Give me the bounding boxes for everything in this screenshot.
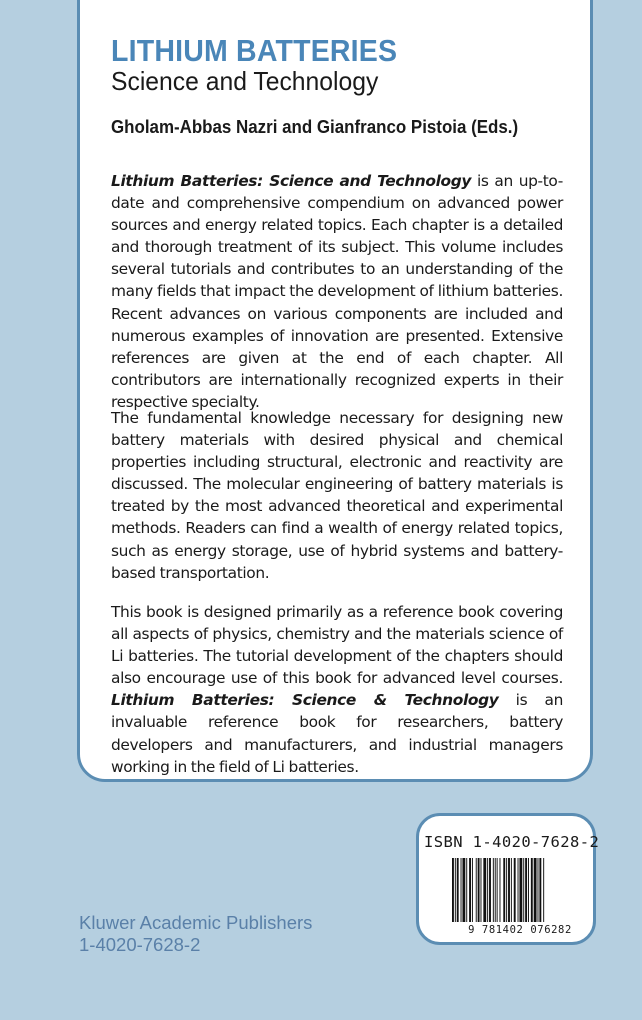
barcode-number: 9 781402 076282 — [468, 924, 572, 936]
book-editors: Gholam-Abbas Nazri and Gianfranco Pistoia (Eds.) — [111, 117, 519, 137]
book-title: LITHIUM BATTERIES — [111, 33, 398, 68]
inline-book-title: Lithium Batteries: Science & Technology — [111, 691, 499, 710]
inline-book-title: Lithium Batteries: Science and Technology — [111, 172, 472, 190]
description-paragraph-2: The fundamental knowledge necessary for designing new battery materials with desired physical and chemical properties including structural, electronic and reactivity are discussed. The molecular engineering of battery materials is treated by the most advanced theoretical and experimental methods. Readers can find a wealth of energy related topics, such as energy storage, use of hybrid systems and battery-based transportation. — [111, 409, 563, 582]
footer-isbn: 1-4020-7628-2 — [79, 934, 201, 955]
book-subtitle: Science and Technology — [111, 66, 379, 96]
paragraph-text: is an up-to-date and comprehensive compendium on advanced power sources and energy related topics. Each chapter is a detailed and thorough treatment of its subject. This volume includes several tutorials and contributes to an understanding of the many fields that impact the development of lithium batteries. Recent advances on various components are included and numerous examples of innovation are presented. Extensive references are given at the end of each chapter. All contributors are internationally recognized experts in their respective specialty. — [111, 172, 563, 411]
description-paragraph-3 — [111, 601, 563, 778]
paragraph-text: is an invaluable reference book for researchers, battery developers and manufacturers, and industrial managers working in the field of Li batteries. — [111, 691, 563, 776]
isbn-label: ISBN 1-4020-7628-2 — [424, 833, 600, 851]
paragraph-text: This book is designed primarily as a reference book covering all aspects of physics, chemistry and the materials science of Li batteries. The tutorial development of the chapters should also encourage use of this book for advanced level courses. — [111, 603, 563, 688]
description-paragraph-1 — [111, 170, 563, 413]
barcode-icon — [452, 858, 588, 922]
publisher-name: Kluwer Academic Publishers — [79, 912, 313, 933]
